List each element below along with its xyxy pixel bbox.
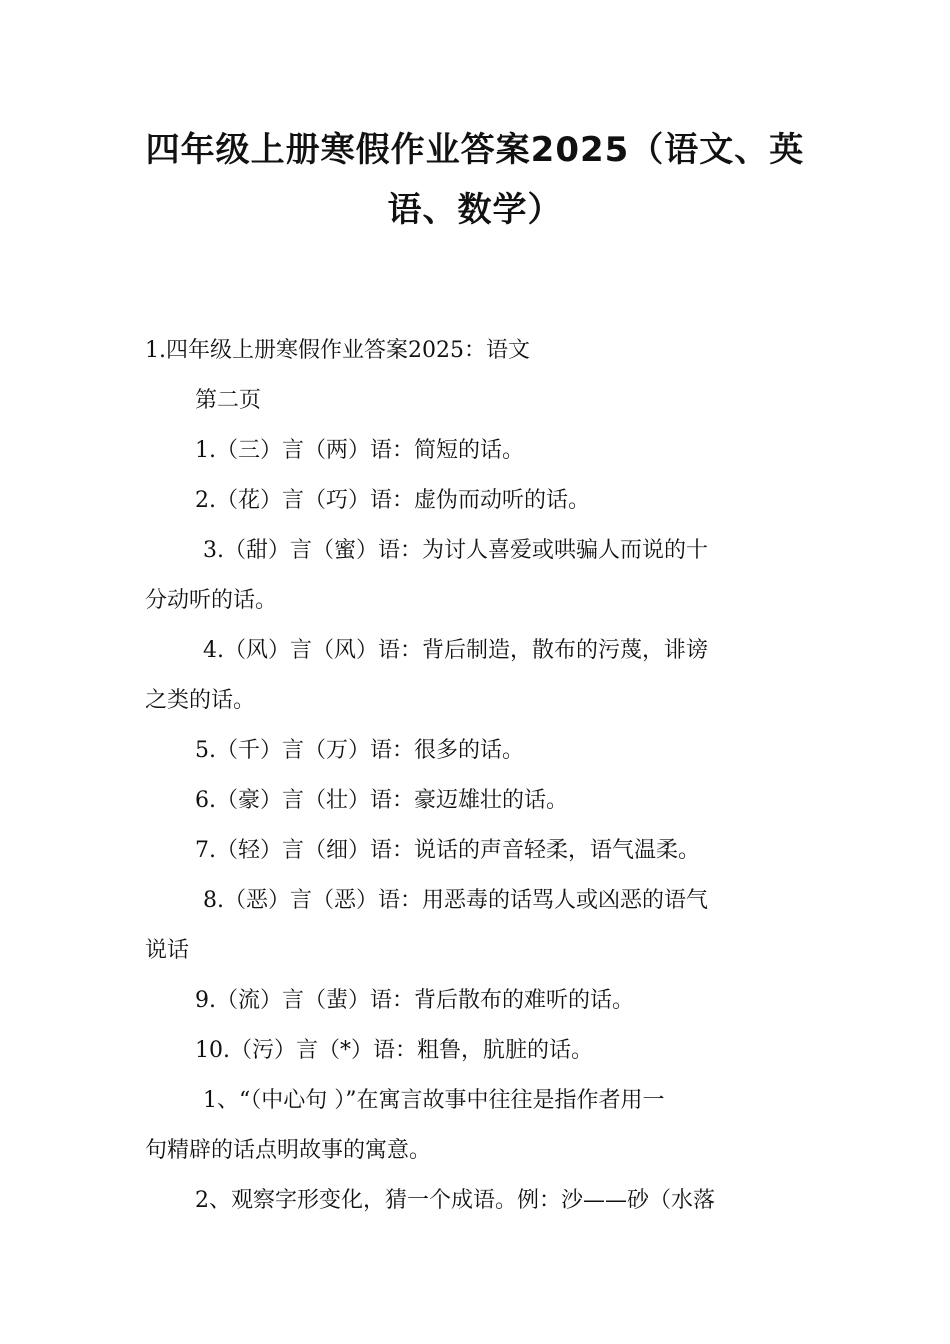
section-heading: 1.四年级上册寒假作业答案2025：语文 [145, 338, 530, 363]
answer-item-4: 4.（风）言（风）语：背后制造，散布的污蔑，诽谤 [203, 638, 708, 663]
page-label: 第二页 [195, 388, 262, 413]
question-1-continued: 句精辟的话点明故事的寓意。 [145, 1138, 432, 1163]
answer-item-3: 3.（甜）言（蜜）语：为讨人喜爱或哄骗人而说的十 [203, 538, 708, 563]
answer-item-10: 10.（污）言（*）语：粗鲁，肮脏的话。 [195, 1038, 593, 1063]
question-2: 2、观察字形变化，猜一个成语。例：沙——砂（水落 [195, 1188, 715, 1213]
answer-item-4-continued: 之类的话。 [145, 688, 256, 713]
question-1: 1、“（中心句 ）”在寓言故事中往往是指作者用一 [203, 1088, 665, 1113]
answer-item-8-continued: 说话 [145, 938, 190, 963]
answer-item-9: 9.（流）言（蜚）语：背后散布的难听的话。 [195, 988, 634, 1013]
answer-item-1: 1.（三）言（两）语：简短的话。 [195, 438, 524, 463]
answer-item-5: 5.（千）言（万）语：很多的话。 [195, 738, 524, 763]
document-title [140, 120, 810, 240]
answer-item-2: 2.（花）言（巧）语：虚伪而动听的话。 [195, 488, 590, 513]
answer-item-6: 6.（豪）言（壮）语：豪迈雄壮的话。 [195, 788, 568, 813]
title-line-1: 四年级上册寒假作业答案2025（语文、英 [145, 130, 805, 170]
answer-item-8: 8.（恶）言（恶）语：用恶毒的话骂人或凶恶的语气 [203, 888, 708, 913]
title-line-2: 语、数学） [387, 190, 563, 230]
document-body [145, 326, 807, 1226]
answer-item-3-continued: 分动听的话。 [145, 588, 278, 613]
answer-item-7: 7.（轻）言（细）语：说话的声音轻柔，语气温柔。 [195, 838, 700, 863]
